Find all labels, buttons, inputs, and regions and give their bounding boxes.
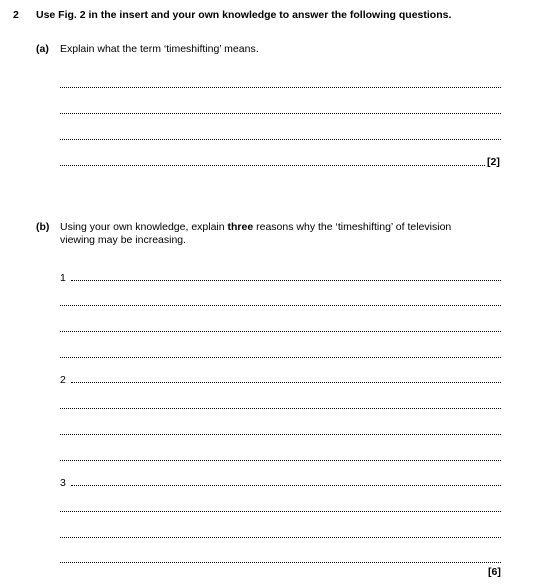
- part-a-answer-line-4[interactable]: [60, 165, 485, 166]
- part-b-text-start: Using your own knowledge, explain: [60, 221, 228, 233]
- part-a-answer-line-1[interactable]: [60, 87, 501, 88]
- item-number-3: 3: [60, 477, 66, 489]
- question-number: 2: [13, 9, 19, 21]
- part-a-text: Explain what the term ‘timeshifting’ means.: [60, 43, 259, 55]
- item-number-2: 2: [60, 374, 66, 386]
- item-2-answer-line-1[interactable]: [71, 382, 501, 383]
- item-2-answer-line-4[interactable]: [60, 460, 501, 461]
- part-b-text-end: reasons why the ‘timeshifting’ of television: [253, 221, 452, 233]
- item-1-answer-line-1[interactable]: [71, 280, 501, 281]
- part-b-text-emphasis: three: [227, 221, 254, 233]
- item-3-answer-line-1[interactable]: [71, 485, 501, 486]
- part-b-label: (b): [36, 221, 50, 233]
- item-number-1: 1: [60, 272, 66, 284]
- item-3-answer-line-4[interactable]: [60, 562, 501, 563]
- item-3-answer-line-2[interactable]: [60, 511, 501, 512]
- part-a-label: (a): [36, 43, 49, 55]
- item-3-answer-line-3[interactable]: [60, 537, 501, 538]
- part-a-answer-line-2[interactable]: [60, 113, 501, 114]
- part-b-marks: [6]: [488, 566, 501, 578]
- item-2-answer-line-2[interactable]: [60, 408, 501, 409]
- item-1-answer-line-3[interactable]: [60, 331, 501, 332]
- part-b-text-line2: viewing may be increasing.: [60, 234, 187, 246]
- part-b-text: [60, 221, 451, 247]
- item-1-answer-line-4[interactable]: [60, 357, 501, 358]
- question-stem: Use Fig. 2 in the insert and your own knowledge to answer the following questions.: [36, 9, 452, 21]
- part-a-marks: [2]: [487, 156, 500, 168]
- item-2-answer-line-3[interactable]: [60, 434, 501, 435]
- item-1-answer-line-2[interactable]: [60, 305, 501, 306]
- part-a-answer-line-3[interactable]: [60, 139, 501, 140]
